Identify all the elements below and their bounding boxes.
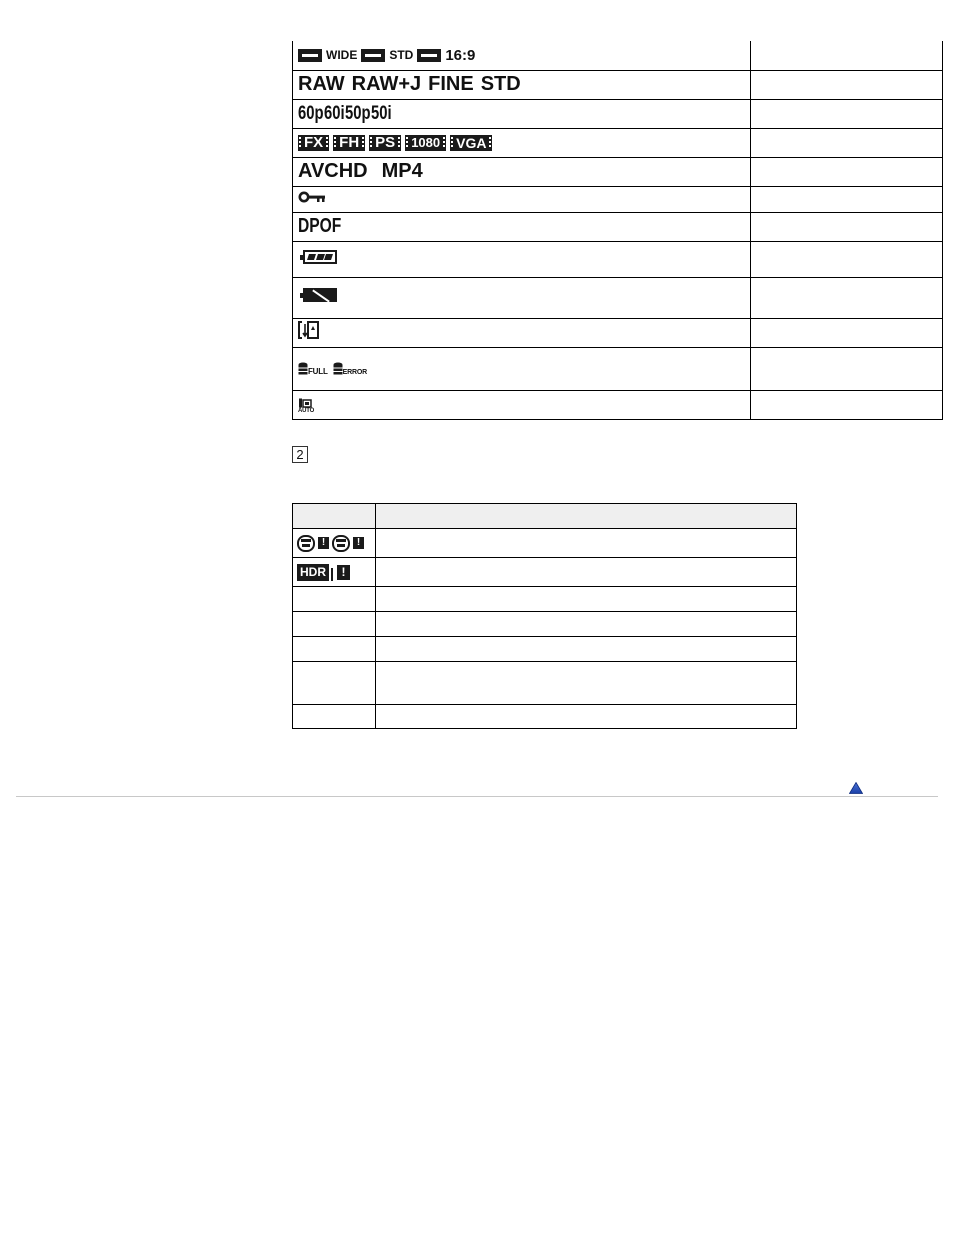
table-row bbox=[293, 390, 943, 419]
warning-mark: ! bbox=[353, 537, 364, 549]
warning-mark: ! bbox=[337, 565, 350, 580]
database-full-label: FULL bbox=[308, 366, 328, 376]
table-header-row bbox=[293, 504, 797, 529]
frame-rate-50p-label: 50p bbox=[345, 102, 371, 124]
aspect-ratio-icon bbox=[361, 49, 385, 62]
table-row bbox=[293, 637, 797, 662]
soft-skin-warning-icon bbox=[332, 535, 350, 552]
table-row bbox=[293, 157, 943, 186]
aspect-std-label: STD bbox=[389, 48, 414, 63]
auto-object-framing-icon bbox=[298, 398, 314, 415]
database-error-label: ERROR bbox=[342, 368, 367, 376]
dpof-label: DPOF bbox=[298, 215, 342, 237]
section-number-marker: 2 bbox=[292, 446, 308, 463]
table-row bbox=[293, 529, 797, 558]
quality-raw-label: RAW bbox=[298, 73, 345, 95]
quality-icons bbox=[298, 73, 750, 96]
hdr-warning-icon: HDR bbox=[297, 564, 329, 581]
table-row bbox=[293, 662, 797, 705]
table-row bbox=[293, 99, 943, 128]
format-avchd-label: AVCHD bbox=[298, 160, 368, 182]
footer-divider bbox=[16, 796, 938, 797]
table-row bbox=[293, 70, 943, 99]
frame-rate-50i-label: 50i bbox=[371, 102, 392, 124]
table-row bbox=[293, 558, 797, 587]
quality-fine-label: FINE bbox=[428, 73, 474, 95]
battery-full-icon bbox=[303, 250, 337, 264]
protect-key-icon bbox=[298, 190, 326, 207]
picture-effect-warning-icon bbox=[297, 535, 315, 552]
icon-description-table bbox=[292, 41, 943, 420]
database-full-icon bbox=[298, 362, 328, 376]
frame-rate-60p-label: 60p bbox=[298, 102, 324, 124]
quality-raw-j-label: RAW+J bbox=[351, 73, 422, 95]
table-row bbox=[293, 318, 943, 347]
auto-label: AUTO bbox=[298, 407, 315, 414]
aspect-ratio-icon bbox=[298, 49, 322, 62]
warning-icon-table bbox=[292, 503, 797, 729]
table-row bbox=[293, 587, 797, 612]
table-row bbox=[293, 128, 943, 157]
format-mp4-label: MP4 bbox=[381, 160, 423, 182]
table-row bbox=[293, 41, 943, 70]
record-fx-icon: FX bbox=[298, 135, 329, 151]
back-to-top-link[interactable] bbox=[849, 781, 863, 793]
table-row bbox=[293, 277, 943, 318]
table-row bbox=[293, 347, 943, 390]
table-row bbox=[293, 705, 797, 729]
aspect-169-label: 16:9 bbox=[445, 46, 476, 64]
aspect-ratio-icon bbox=[417, 49, 441, 62]
quality-std-label: STD bbox=[480, 73, 521, 95]
warning-mark: ! bbox=[318, 537, 329, 549]
frame-rate-icons bbox=[298, 103, 750, 125]
table-row bbox=[293, 612, 797, 637]
frame-rate-60i-label: 60i bbox=[324, 102, 345, 124]
table-row bbox=[293, 186, 943, 212]
aspect-ratio-icons bbox=[298, 47, 750, 64]
table-row bbox=[293, 212, 943, 241]
database-error-icon bbox=[333, 362, 367, 376]
record-setting-icons bbox=[298, 135, 750, 151]
aspect-wide-label: WIDE bbox=[326, 48, 358, 63]
record-ps-icon: PS bbox=[369, 135, 401, 151]
record-1080-icon: 1080 bbox=[405, 135, 446, 151]
table-row bbox=[293, 241, 943, 277]
database-icons bbox=[298, 362, 750, 376]
record-vga-icon: VGA bbox=[450, 135, 492, 151]
battery-empty-icon bbox=[303, 288, 337, 302]
overheat-warning-icon bbox=[298, 326, 320, 343]
record-fh-icon: FH bbox=[333, 135, 365, 151]
file-format-icons bbox=[298, 160, 750, 183]
